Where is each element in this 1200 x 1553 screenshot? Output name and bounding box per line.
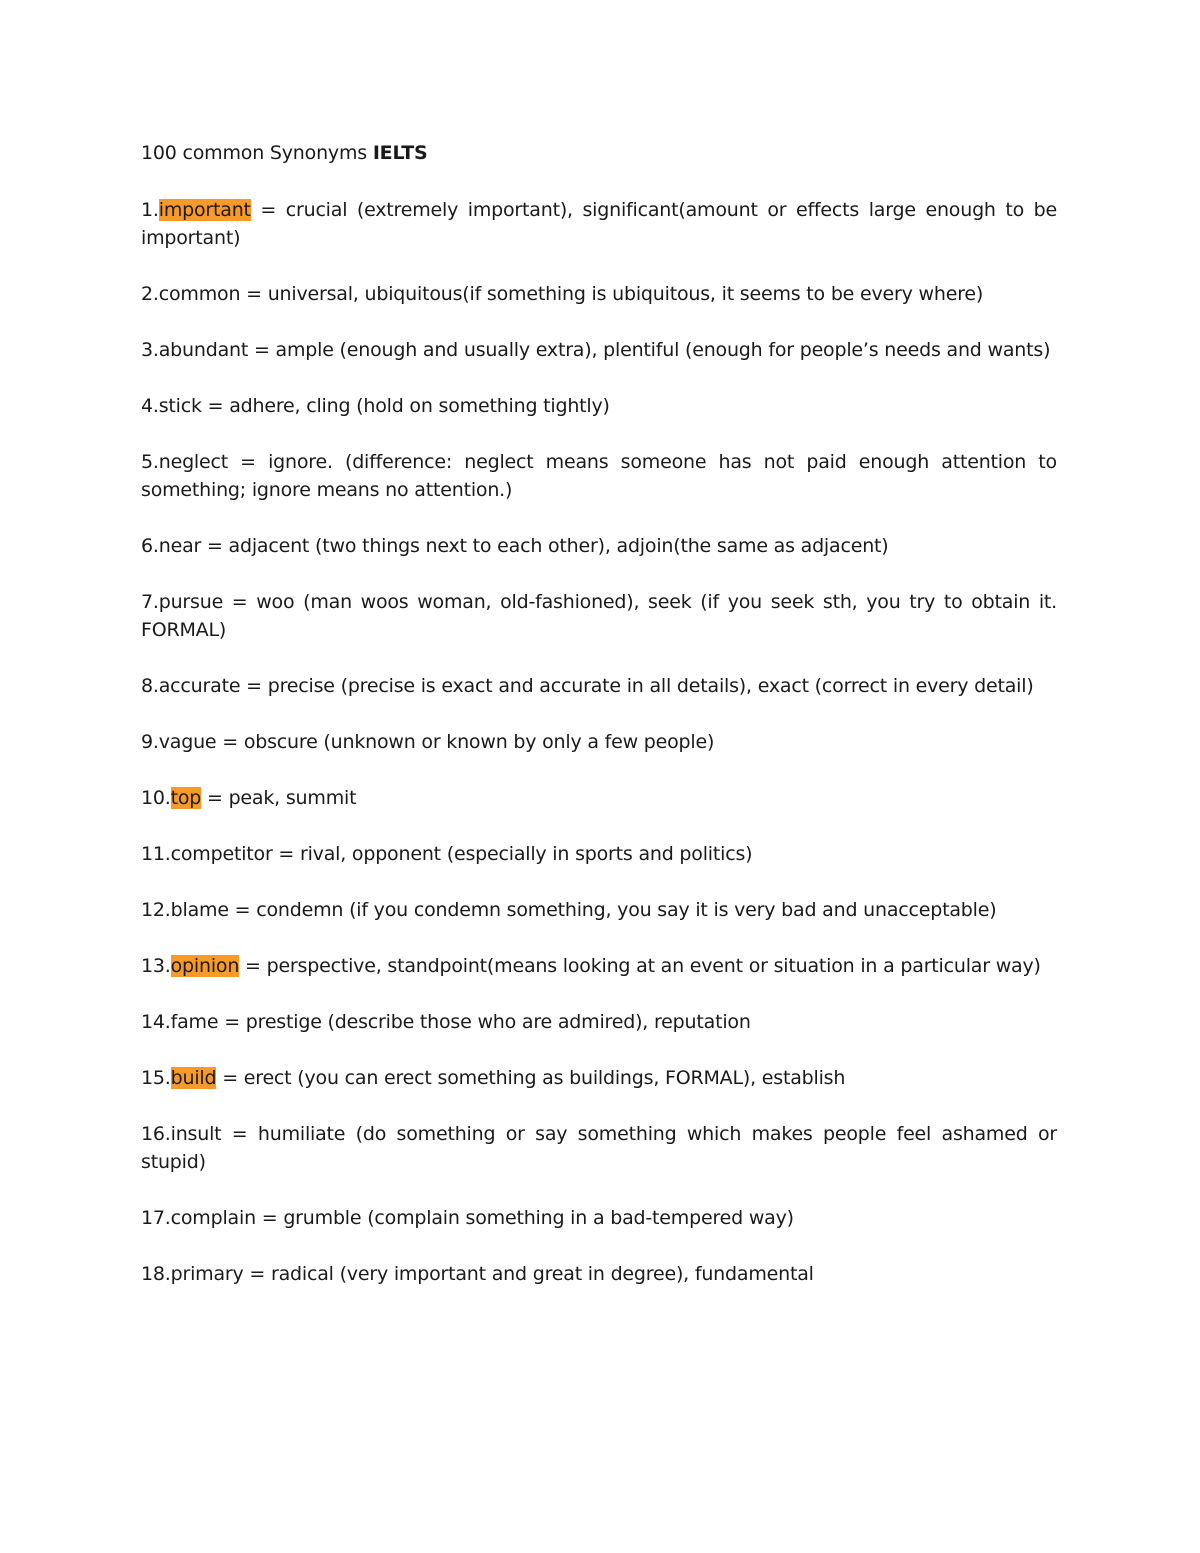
entry-headword: near (158, 535, 202, 557)
entry-synonyms: = condemn (if you condemn something, you say it is very bad and unacceptable) (228, 899, 997, 921)
entry-synonyms: = adhere, cling (hold on something tightly) (201, 395, 610, 417)
synonym-entry (141, 196, 1057, 252)
entry-headword: vague (158, 731, 217, 753)
entry-synonyms: = ignore. (difference: neglect means someone has not paid enough attention to something; ignore means no attention.) (141, 451, 1057, 501)
synonym-entry (141, 896, 1057, 924)
synonym-list (141, 196, 1057, 1288)
entry-number: 3. (141, 339, 159, 361)
synonym-entry (141, 392, 1057, 420)
highlighted-headword: top (170, 787, 202, 809)
entry-synonyms: = perspective, standpoint(means looking at an event or situation in a particular way) (239, 955, 1041, 977)
entry-synonyms: = obscure (unknown or known by only a few people) (216, 731, 715, 753)
entry-headword: neglect (158, 451, 228, 473)
entry-number: 4. (141, 395, 159, 417)
entry-headword: primary (170, 1263, 244, 1285)
synonym-entry (141, 952, 1057, 980)
synonym-entry (141, 336, 1057, 364)
synonym-entry (141, 840, 1057, 868)
entry-number: 5. (141, 451, 159, 473)
entry-number: 14. (141, 1011, 171, 1033)
synonym-entry (141, 280, 1057, 308)
entry-number: 1. (141, 199, 159, 221)
entry-headword: complain (170, 1207, 256, 1229)
entry-synonyms: = erect (you can erect something as buildings, FORMAL), establish (216, 1067, 846, 1089)
entry-synonyms: = rival, opponent (especially in sports and politics) (272, 843, 753, 865)
entry-synonyms: = adjacent (two things next to each other), adjoin(the same as adjacent) (201, 535, 889, 557)
entry-number: 9. (141, 731, 159, 753)
entry-number: 6. (141, 535, 159, 557)
title-bold-text: IELTS (372, 142, 428, 164)
synonym-entry (141, 1204, 1057, 1232)
synonym-entry (141, 784, 1057, 812)
entry-number: 2. (141, 283, 159, 305)
entry-headword: fame (170, 1011, 219, 1033)
entry-synonyms: = grumble (complain something in a bad-tempered way) (255, 1207, 794, 1229)
document-title (141, 139, 1057, 167)
entry-synonyms: = precise (precise is exact and accurate in all details), exact (correct in every detail) (240, 675, 1034, 697)
entry-number: 17. (141, 1207, 171, 1229)
title-text: 100 common Synonyms (141, 142, 373, 164)
entry-synonyms: = ample (enough and usually extra), plentiful (enough for people’s needs and wants) (248, 339, 1051, 361)
highlighted-headword: opinion (170, 955, 240, 977)
synonym-entry (141, 728, 1057, 756)
synonym-entry (141, 1120, 1057, 1176)
entry-number: 16. (141, 1123, 171, 1145)
synonym-entry (141, 672, 1057, 700)
synonym-entry (141, 1260, 1057, 1288)
entry-headword: accurate (158, 675, 241, 697)
synonym-entry (141, 1064, 1057, 1092)
entry-number: 8. (141, 675, 159, 697)
entry-synonyms: = universal, ubiquitous(if something is ubiquitous, it seems to be every where) (240, 283, 984, 305)
document-page (141, 139, 1057, 1316)
synonym-entry (141, 1008, 1057, 1036)
entry-number: 18. (141, 1263, 171, 1285)
entry-headword: competitor (170, 843, 273, 865)
synonym-entry (141, 532, 1057, 560)
entry-synonyms: = peak, summit (201, 787, 357, 809)
entry-synonyms: = radical (very important and great in degree), fundamental (243, 1263, 814, 1285)
highlighted-headword: build (170, 1067, 217, 1089)
entry-headword: pursue (158, 591, 224, 613)
synonym-entry (141, 448, 1057, 504)
entry-number: 12. (141, 899, 171, 921)
entry-synonyms: = woo (man woos woman, old-fashioned), seek (if you seek sth, you try to obtain it. FORMAL) (141, 591, 1057, 641)
synonym-entry (141, 588, 1057, 644)
entry-headword: common (158, 283, 241, 305)
entry-headword: blame (170, 899, 229, 921)
entry-number: 11. (141, 843, 171, 865)
entry-number: 13. (141, 955, 171, 977)
entry-headword: abundant (158, 339, 249, 361)
entry-synonyms: = prestige (describe those who are admired), reputation (218, 1011, 751, 1033)
entry-headword: insult (170, 1123, 222, 1145)
entry-number: 15. (141, 1067, 171, 1089)
entry-headword: stick (158, 395, 202, 417)
entry-synonyms: = crucial (extremely important), significant(amount or effects large enough to be important) (141, 199, 1057, 249)
entry-number: 10. (141, 787, 171, 809)
highlighted-headword: important (158, 199, 251, 221)
entry-number: 7. (141, 591, 159, 613)
entry-synonyms: = humiliate (do something or say something which makes people feel ashamed or stupid) (141, 1123, 1057, 1173)
